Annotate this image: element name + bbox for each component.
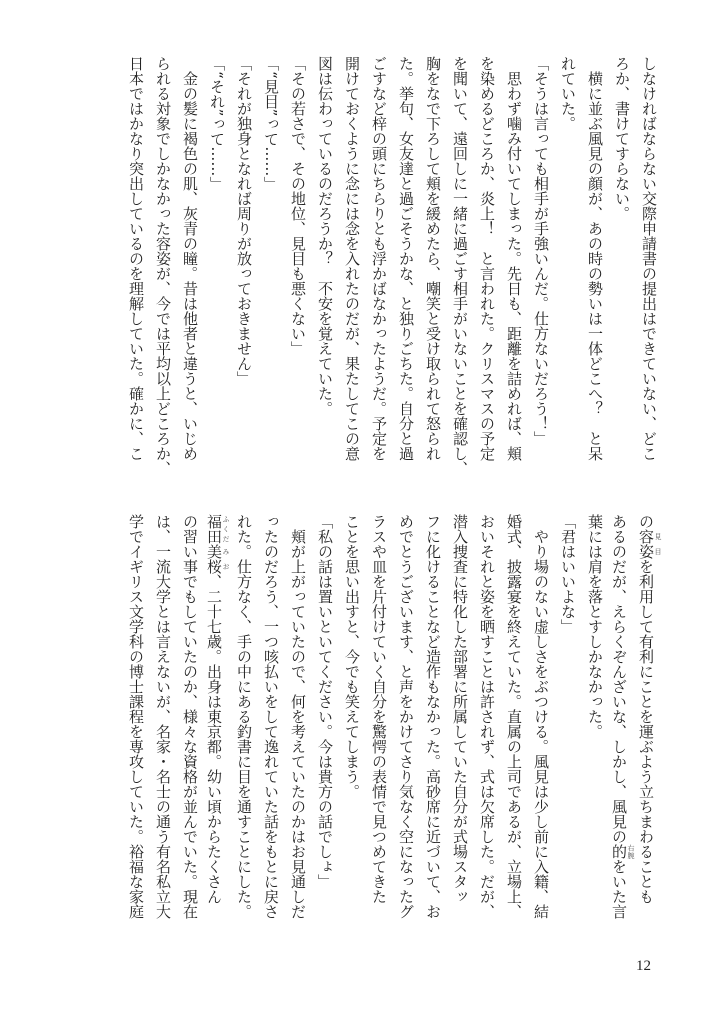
text-line [473,514,500,964]
text-segment: た。挙句、女友達と過ごそうかな、と独りごちた。自分と過 [397,56,415,461]
text-segment: ごすなど梓の頭にちらりとも浮かばなかったようだ。予定を [370,56,388,461]
text-segment: ラスや皿を片付けていく自分を驚愕の表情で見つめてきた [370,514,388,904]
text-segment: ことを思い出すと、今でも笑えてしまう。 [343,514,361,799]
ruby-annotation: ふくだ [222,514,230,544]
text-segment: を染めるどころか、炎上！ と言われた。クリスマスの予定 [478,56,496,461]
text-segment: れた。仕方なく、手の中にある釣書に目を通すことにした。 [235,514,253,919]
text-segment: 「“見目”って……」 [262,56,280,192]
text-line [419,514,446,964]
text-segment: 婚式、披露宴を終えていた。直属の上司であるが、立場上、 [505,514,523,919]
text-segment: を利用して有利にことを運ぶよう立ちまわることも [637,559,655,904]
text-line [203,514,230,964]
text-line [581,514,608,964]
text-line [338,514,365,964]
text-line [527,514,554,964]
text-line [284,56,311,506]
text-segment: 「私の話は置いといてください。今は貴方の話でしょ」 [316,514,334,889]
text-line [230,56,257,506]
text-segment: 開けておくように念には念を入れたのだが、果たしてこの意 [343,56,361,461]
text-line [122,514,149,964]
text-segment: の [637,514,655,529]
ruby-text [205,514,230,544]
text-line [203,56,230,506]
ruby-annotation: 右腕 [627,844,635,859]
text-segment: られる対象でしかなかった容姿が、今では平均以上どころか、 [154,56,172,476]
ruby-base: 容姿 [637,529,655,559]
text-line [257,514,284,964]
text-line [311,56,338,506]
text-segment: 葉には肩を落とすしかなかった。 [586,514,604,739]
text-line [581,56,608,506]
text-line [635,56,662,506]
text-segment: 「それが独身となれば周りが放っておきません」 [235,56,253,386]
text-line [176,514,203,964]
text-block-bottom [122,514,662,964]
text-line [608,514,635,964]
text-segment: 金の髪に褐色の肌、灰青の瞳。昔は他者と違うと、いじめ [181,56,199,461]
text-segment: 「君はいいよな」 [559,514,577,634]
text-segment: あるのだが、えらくぞんざいな、しかし、風見の [610,514,628,844]
ruby-base: 的 [610,844,628,859]
ruby-text [637,529,662,559]
text-segment: 潜入捜査に特化した部署に所属していた自分が式場スタッ [451,514,469,904]
text-line [311,514,338,964]
text-segment: やり場のない虚しさをぶつける。風見は少し前に入籍、結 [532,514,550,919]
text-segment: 図は伝わっているのだろうか？ 不安を覚えていた。 [316,56,334,416]
text-segment: ったのだろう、一つ咳払いをして逸れていた話をもとに戻さ [262,514,280,919]
text-segment: めでとうございます、と声をかけてさり気なく空になったグ [397,514,415,919]
text-line [338,56,365,506]
ruby-base: 美桜 [205,544,223,574]
text-line [554,56,581,506]
text-line [230,514,257,964]
text-segment: フに化けることなど造作もなかった。高砂席に近づいて、お [424,514,442,919]
text-segment: ろか、書けてすらない。 [613,56,631,221]
text-line [419,56,446,506]
text-line [446,56,473,506]
ruby-annotation: みお [222,544,230,574]
text-line [500,514,527,964]
text-segment: 、二十七歳。出身は東京都。幼い頃からたくさん [205,574,223,904]
text-segment: 頬が上がっていたので、何を考えていたのかはお見通しだ [289,514,307,919]
text-line [608,56,635,506]
text-line [635,514,662,964]
text-line [122,56,149,506]
text-line [365,514,392,964]
text-segment: おいそれと姿を晒すことは許されず、式は欠席した。だが、 [478,514,496,919]
text-line [176,56,203,506]
text-segment: れていた。 [559,56,577,131]
ruby-annotation: 見目 [654,529,662,559]
text-segment: 胸をなで下ろして頬を緩めたら、嘲笑と受け取られて怒られ [424,56,442,461]
text-line [284,514,311,964]
ruby-base: 福田 [205,514,223,544]
text-segment: を聞いて、遠回しに一緒に過ごす相手がいないことを確認し、 [451,56,469,476]
ruby-text [610,844,635,859]
text-line [554,514,581,964]
text-block-top [122,56,662,506]
text-line [446,514,473,964]
text-line [473,56,500,506]
text-segment: 学でイギリス文学科の博士課程を専攻していた。裕福な家庭 [127,514,145,919]
ruby-text [205,544,230,574]
text-line [392,514,419,964]
text-segment: 日本ではかなり突出しているのを理解していた。確かに、こ [127,56,145,461]
page-number: 12 [636,958,651,974]
text-segment: 「“それ”って……」 [208,56,226,192]
text-segment: をいた言 [610,859,628,919]
text-line [365,56,392,506]
text-line [392,56,419,506]
text-segment: の習い事でもしていたのか、様々な資格が並んでいた。現在 [181,514,199,919]
text-line [149,56,176,506]
text-segment: は、一流大学とは言えないが、名家・名士の通う有名私立大 [154,514,172,919]
text-segment: 思わず噛み付いてしまった。先日も、距離を詰めれば、頬 [505,56,523,461]
text-segment: 「その若さで、その地位、見目も悪くない」 [289,56,307,356]
text-line [527,56,554,506]
text-line [257,56,284,506]
text-line [500,56,527,506]
text-line [149,514,176,964]
text-segment: しなければならない交際申請書の提出はできていない、どこ [640,56,658,461]
text-segment: 「そうは言っても相手が手強いんだ。仕方ないだろう！」 [532,56,550,446]
text-segment: 横に並ぶ風見の顔が、あの時の勢いは一体どこへ？ と呆 [586,56,604,461]
